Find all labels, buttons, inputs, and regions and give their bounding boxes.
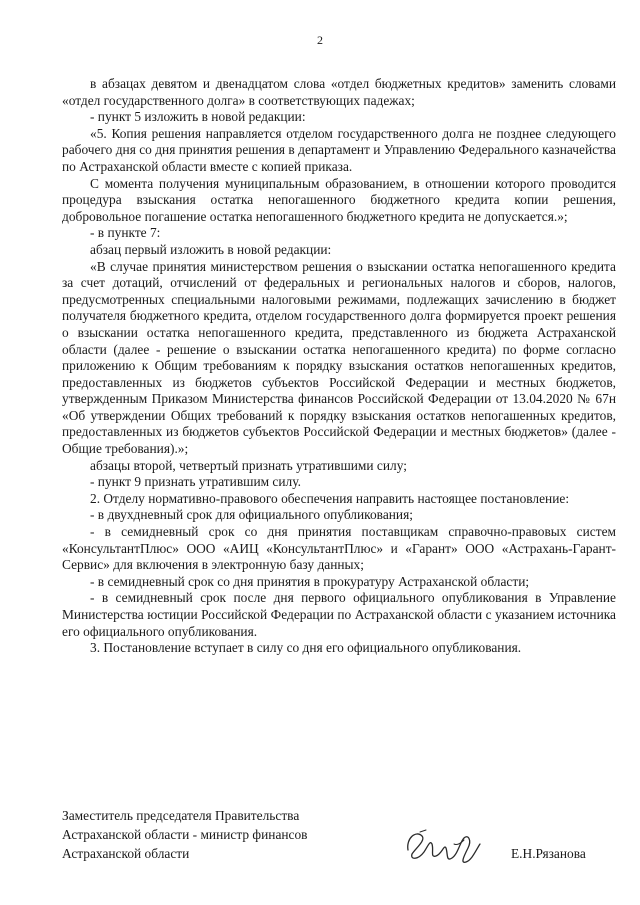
signatory-position-line: Астраханской области <box>62 846 190 861</box>
paragraph: абзац первый изложить в новой редакции: <box>90 241 332 257</box>
paragraph: - в семидневный срок после дня первого официального опубликования в Управление Министерства юстиции Российской Федерации по Астраханской области с указанием источника его официального опубликования. <box>62 590 616 639</box>
paragraph: - в семидневный срок со дня принятия в прокуратуру Астраханской области; <box>90 573 530 589</box>
signatory-position-line: Астраханской области - министр финансов <box>62 827 308 842</box>
paragraph: - пункт 9 признать утратившим силу. <box>90 474 301 490</box>
handwritten-signature <box>402 820 484 870</box>
paragraph: в абзацах девятом и двенадцатом слова «отдел бюджетных кредитов» заменить словами «отдел государственного долга» в соответствующих падежах; <box>62 76 616 108</box>
signatory-name: Е.Н.Рязанова <box>511 846 586 861</box>
paragraph: - в двухдневный срок для официального опубликования; <box>90 507 413 523</box>
document-body <box>62 76 616 657</box>
paragraph: - пункт 5 изложить в новой редакции: <box>90 109 306 125</box>
paragraph: «5. Копия решения направляется отделом государственного долга не позднее следующего рабочего дня со дня принятия решения в департамент и Управлению Федерального казначейства по Астраханской области вместе с копией приказа. <box>62 125 616 174</box>
signatory-position <box>62 806 362 863</box>
paragraph: «В случае принятия министерством решения о взыскании остатка непогашенного кредита за счет дотаций, отчислений от федеральных и региональных налогов и сборов, налогов, предусмотренных специальными налоговыми режимами, подлежащих зачислению в бюджет получателя бюджетного кредита, отделом государственного долга формируется проект решения о взыскании остатка непогашенного кредита, представленного из бюджета Астраханской области (далее - решение о взыскании остатка непогашенного кредита) по форме согласно приложению к Общим требованиям к порядку взыскания остатков непогашенных кредитов, предоставленных из бюджетов субъектов Российской Федерации и местных бюджетов, утвержденным Приказом Министерства финансов Российской Федерации от 13.04.2020 № 67н «Об утверждении Общих требований к порядку взыскания остатков непогашенных кредитов, предоставленных из бюджетов субъектов Российской Федерации и местных бюджетов» (далее - Общие требования).»; <box>62 258 616 457</box>
page-number: 2 <box>317 33 323 47</box>
paragraph: 2. Отделу нормативно-правового обеспечения направить настоящее постановление: <box>90 490 570 506</box>
paragraph: - в пункте 7: <box>90 225 161 241</box>
signatory-position-line: Заместитель председателя Правительства <box>62 808 300 823</box>
paragraph: С момента получения муниципальным образованием, в отношении которого проводится процедура взыскания остатка непогашенного бюджетного кредита копии решения, добровольное погашение остатка непогашенного бюджетного кредита не допускается.»; <box>62 175 616 224</box>
paragraph: абзацы второй, четвертый признать утратившими силу; <box>90 457 407 473</box>
paragraph: - в семидневный срок со дня принятия поставщикам справочно-правовых систем «КонсультантПлюс» ООО «АИЦ «КонсультантПлюс» и «Гарант» ООО «Астрахань-Гарант-Сервис» для включения в электронную базу данных; <box>62 524 616 573</box>
paragraph: 3. Постановление вступает в силу со дня его официального опубликования. <box>90 640 522 656</box>
